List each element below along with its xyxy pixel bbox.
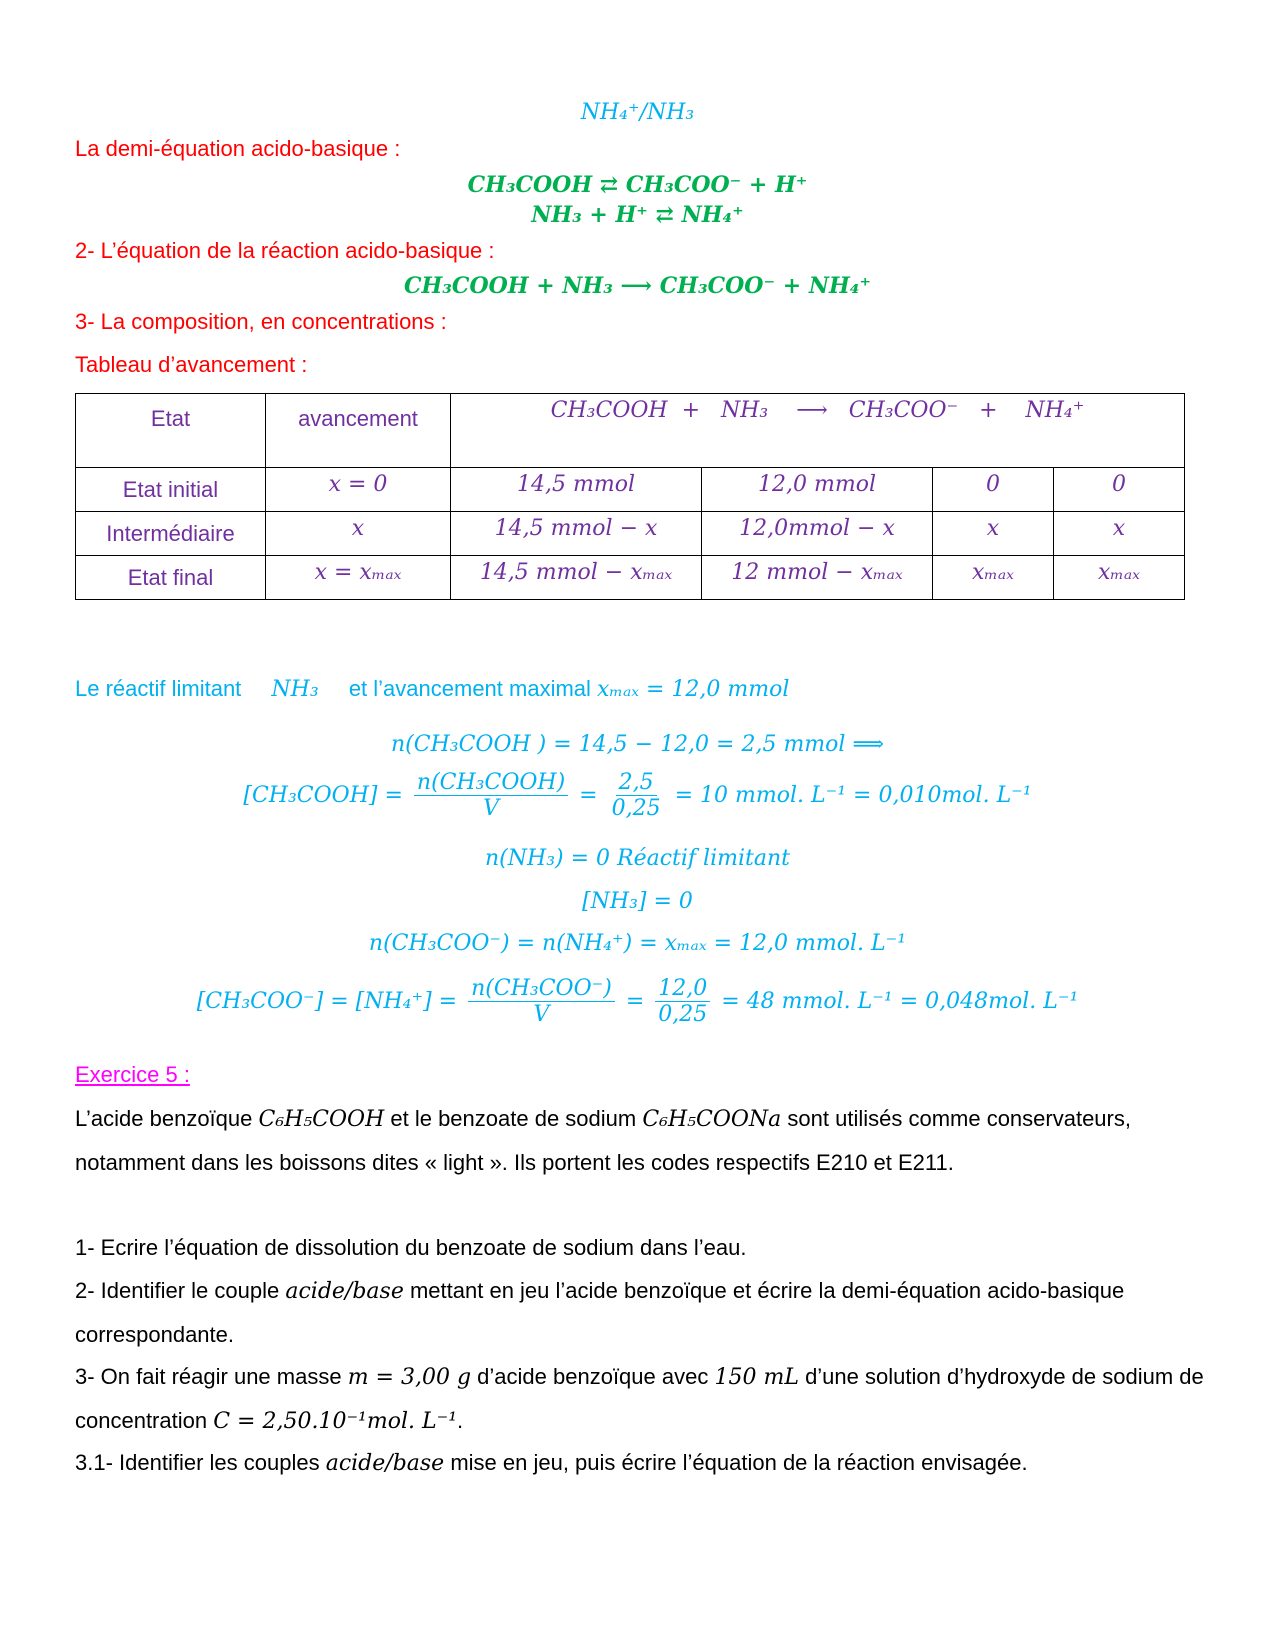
intro-text-b: et le benzoate de sodium bbox=[390, 1106, 637, 1131]
row-c4: xₘₐₓ bbox=[1054, 556, 1185, 600]
q31-text-b: mise en jeu, puis écrire l’équation de la réaction envisagée. bbox=[450, 1450, 1028, 1475]
calc-line-6 bbox=[0, 976, 1275, 1028]
heading-composition: 3- La composition, en concentrations : bbox=[75, 309, 447, 334]
q3-volume: 150 mL bbox=[714, 1365, 799, 1390]
header-avancement: avancement bbox=[266, 394, 451, 468]
progress-table bbox=[75, 393, 1185, 600]
calc-line-2 bbox=[0, 770, 1275, 822]
intro-text-c: sont utilisés comme conservateurs, notamment dans les boissons dites « light ». Ils portent les codes respectifs E210 et E211. bbox=[75, 1106, 1131, 1175]
calc-line-3: n(NH₃) = 0 Réactif limitant bbox=[485, 846, 790, 871]
limitant-text-1: Le réactif limitant bbox=[75, 676, 242, 701]
intro-formula-1: C₆H₅COOH bbox=[258, 1107, 385, 1132]
calc6-fraction-2 bbox=[655, 976, 710, 1028]
calc6-lhs: [CH₃COO⁻] = [NH₄⁺] = bbox=[196, 988, 458, 1014]
calc2-denominator-2: 0,25 bbox=[611, 796, 661, 822]
calc2-denominator: V bbox=[483, 796, 499, 822]
row-x: x bbox=[266, 512, 451, 556]
limitant-text-2: et l’avancement maximal bbox=[348, 676, 591, 701]
q3-text-b: d’acide benzoïque avec bbox=[477, 1364, 709, 1389]
calc6-fraction bbox=[468, 976, 615, 1028]
row-c1: 14,5 mmol − x bbox=[451, 512, 702, 556]
calc-line-1: n(CH₃COOH ) = 14,5 − 12,0 = 2,5 mmol ⟹ bbox=[390, 732, 884, 757]
row-etat: Etat initial bbox=[76, 468, 266, 512]
limitant-line bbox=[75, 676, 789, 702]
row-c2: 12,0mmol − x bbox=[702, 512, 933, 556]
calc6-denominator: V bbox=[533, 1002, 550, 1028]
table-row bbox=[76, 512, 1185, 556]
demi-equation-2: NH₃ + H⁺ ⇄ NH₄⁺ bbox=[531, 202, 744, 228]
calc-line-5: n(CH₃COO⁻) = n(NH₄⁺) = xₘₐₓ = 12,0 mmol. L⁻¹ bbox=[368, 931, 907, 956]
question-1: 1- Ecrire l’équation de dissolution du benzoate de sodium dans l’eau. bbox=[75, 1235, 747, 1260]
calc6-rhs: = 48 mmol. L⁻¹ = 0,048mol. L⁻¹ bbox=[721, 988, 1079, 1014]
question-3-1 bbox=[75, 1441, 1205, 1485]
demi-equation-1: CH₃COOH ⇄ CH₃COO⁻ + H⁺ bbox=[467, 172, 808, 198]
row-etat: Etat final bbox=[76, 556, 266, 600]
q3-concentration: C = 2,50.10⁻¹mol. L⁻¹ bbox=[213, 1409, 458, 1434]
calc2-equals: = bbox=[579, 782, 598, 808]
q3-mass: m = 3,00 g bbox=[347, 1365, 472, 1390]
row-c3: 0 bbox=[933, 468, 1054, 512]
limitant-species: NH₃ bbox=[271, 677, 319, 702]
table-header-row bbox=[76, 394, 1185, 468]
calc6-numerator-2: 12,0 bbox=[655, 976, 710, 1002]
heading-demi-equation: La demi-équation acido-basique : bbox=[75, 136, 401, 161]
calc2-rhs: = 10 mmol. L⁻¹ = 0,010mol. L⁻¹ bbox=[674, 782, 1032, 808]
calc2-fraction-2 bbox=[609, 770, 664, 822]
q31-text-a: 3.1- Identifier les couples bbox=[75, 1450, 320, 1475]
intro-text-a: L’acide benzoïque bbox=[75, 1106, 253, 1131]
row-c2: 12,0 mmol bbox=[702, 468, 933, 512]
couple-line: NH₄⁺/NH₃ bbox=[580, 100, 695, 125]
q2-couple: acide/base bbox=[285, 1279, 404, 1304]
question-3 bbox=[75, 1355, 1205, 1443]
row-c3: x bbox=[933, 512, 1054, 556]
row-c2: 12 mmol − xₘₐₓ bbox=[702, 556, 933, 600]
question-2 bbox=[75, 1269, 1205, 1356]
row-x: x = xₘₐₓ bbox=[266, 556, 451, 600]
row-c4: x bbox=[1054, 512, 1185, 556]
calc2-fraction bbox=[414, 770, 568, 822]
row-x: x = 0 bbox=[266, 468, 451, 512]
calc6-denominator-2: 0,25 bbox=[658, 1002, 708, 1028]
calc6-numerator: n(CH₃COO⁻) bbox=[468, 976, 615, 1002]
calc6-equals: = bbox=[625, 988, 645, 1014]
limitant-value: xₘₐₓ = 12,0 mmol bbox=[597, 677, 790, 702]
heading-tableau: Tableau d’avancement : bbox=[75, 352, 308, 377]
exercise-title: Exercice 5 : bbox=[75, 1062, 190, 1087]
calc2-numerator: n(CH₃COOH) bbox=[414, 770, 568, 796]
exercise-intro bbox=[75, 1097, 1205, 1184]
header-equation: CH₃COOH + NH₃ ⟶ CH₃COO⁻ + NH₄⁺ bbox=[451, 394, 1185, 468]
intro-formula-2: C₆H₅COONa bbox=[642, 1107, 782, 1132]
row-c1: 14,5 mmol − xₘₐₓ bbox=[451, 556, 702, 600]
row-c1: 14,5 mmol bbox=[451, 468, 702, 512]
q31-couple: acide/base bbox=[325, 1451, 445, 1476]
q2-text-a: 2- Identifier le couple bbox=[75, 1278, 280, 1303]
calc2-lhs: [CH₃COOH] = bbox=[243, 782, 403, 808]
q3-text-a: 3- On fait réagir une masse bbox=[75, 1364, 342, 1389]
heading-reaction-equation: 2- L’équation de la réaction acido-basique : bbox=[75, 238, 495, 263]
header-etat: Etat bbox=[76, 394, 266, 468]
q3-text-d: . bbox=[457, 1408, 464, 1433]
table-row bbox=[76, 556, 1185, 600]
table-row bbox=[76, 468, 1185, 512]
row-etat: Intermédiaire bbox=[76, 512, 266, 556]
calc-line-4: [NH₃] = 0 bbox=[582, 889, 693, 914]
row-c4: 0 bbox=[1054, 468, 1185, 512]
reaction-equation: CH₃COOH + NH₃ ⟶ CH₃COO⁻ + NH₄⁺ bbox=[404, 273, 871, 299]
row-c3: xₘₐₓ bbox=[933, 556, 1054, 600]
q2-text-b: mettant en jeu l’acide benzoïque et écrire la demi-équation acido-basique correspondante. bbox=[75, 1278, 1125, 1347]
calc2-numerator-2: 2,5 bbox=[616, 770, 657, 796]
q3-text-c: d’une solution d’hydroxyde de sodium de concentration bbox=[75, 1364, 1204, 1433]
